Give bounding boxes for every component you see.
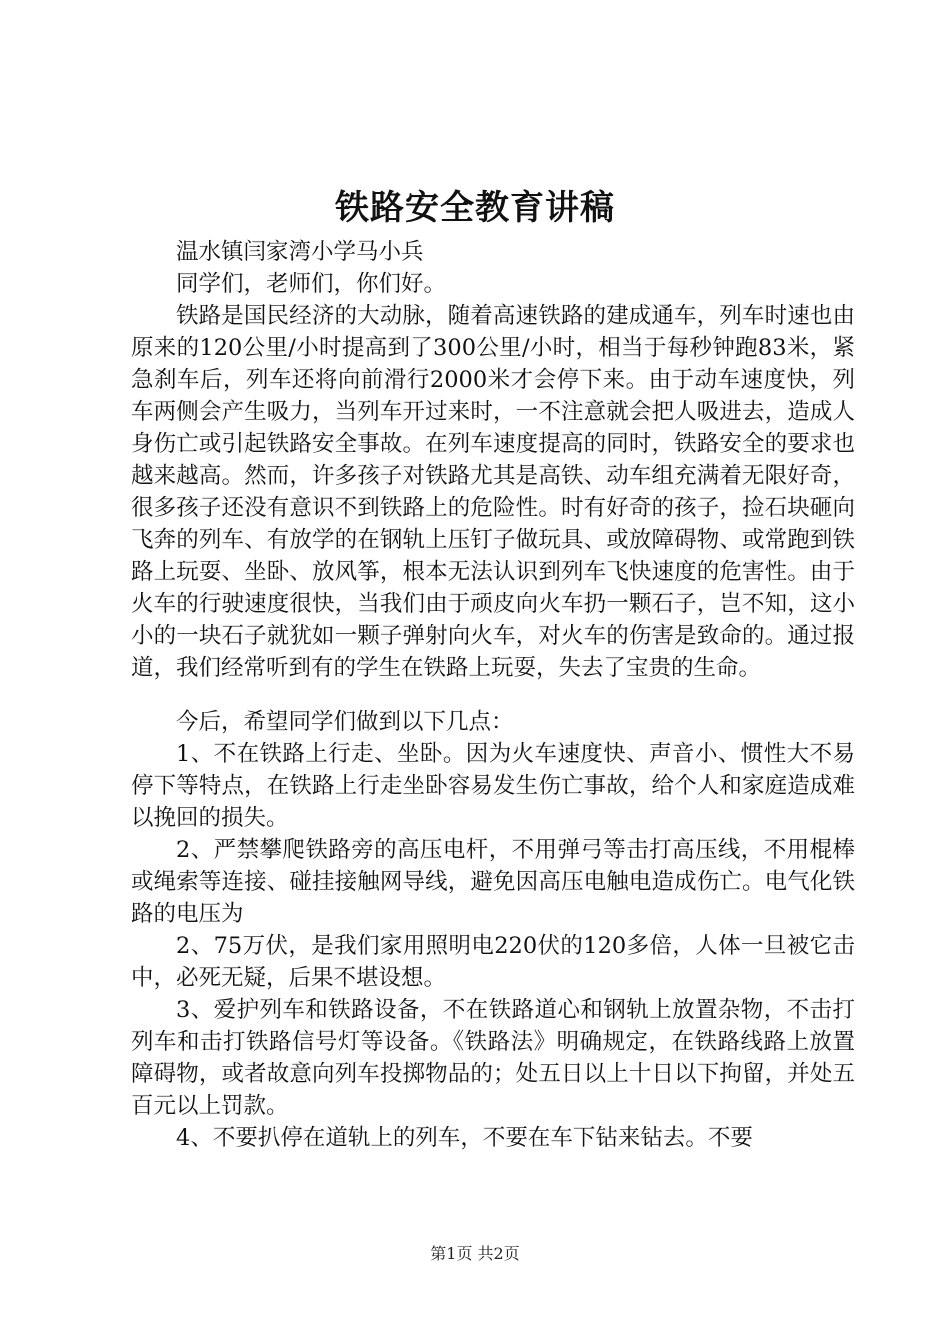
points-intro-paragraph: 今后，希望同学们做到以下几点： [176,709,514,735]
point-2-paragraph: 2、严禁攀爬铁路旁的高压电杆，不用弹弓等击打高压线，不用棍棒或绳索等连接、碰挂接触网导线，避免因高压电触电造成伤亡。电气化铁路的电压为 [131,837,855,927]
document-title: 铁路安全教育讲稿 [335,188,615,228]
point-2-continued-paragraph: 2、75万伏，是我们家用照明电220伏的120多倍，人体一旦被它击中，必死无疑，后果不堪设想。 [131,933,855,991]
page-footer: 第1页 共2页 [430,1244,520,1263]
intro-paragraph: 铁路是国民经济的大动脉，随着高速铁路的建成通车，列车时速也由原来的120公里/小时提高到了300公里/小时，相当于每秒钟跑83米，紧急刹车后，列车还将向前滑行2000米才会停下来。由于动车速度快，列车两侧会产生吸力，当列车开过来时，一不注意就会把人吸进去，造成人身伤亡或引起铁路安全事故。在列车速度提高的同时，铁路安全的要求也越来越高。然而，许多孩子对铁路尤其是高铁、动车组充满着无限好奇，很多孩子还没有意识不到铁路上的危险性。时有好奇的孩子，捡石块砸向飞奔的列车、有放学的在钢轨上压钉子做玩具、或放障碍物、或常跑到铁路上玩耍、坐卧、放风筝，根本无法认识到列车飞快速度的危害性。由于火车的行驶速度很快，当我们由于顽皮向火车扔一颗石子，岂不知，这小小的一块石子就犹如一颗子弹射向火车，对火车的伤害是致命的。通过报道，我们经常听到有的学生在铁路上玩耍，失去了宝贵的生命。 [131,303,855,681]
author-line: 温水镇闫家湾小学马小兵 [176,239,424,265]
point-3-paragraph: 3、爱护列车和铁路设备，不在铁路道心和钢轨上放置杂物，不击打列车和击打铁路信号灯等设备。《铁路法》明确规定，在铁路线路上放置障碍物，或者故意向列车投掷物品的；处五日以上十日以下拘留，并处五百元以上罚款。 [131,997,855,1119]
greeting-paragraph: 同学们，老师们，你们好。 [176,271,447,297]
point-1-paragraph: 1、不在铁路上行走、坐卧。因为火车速度快、声音小、惯性大不易停下等特点，在铁路上行走坐卧容易发生伤亡事故，给个人和家庭造成难以挽回的损失。 [131,741,855,831]
point-4-paragraph: 4、不要扒停在道轨上的列车，不要在车下钻来钻去。不要 [176,1125,753,1151]
document-body [131,236,855,1154]
